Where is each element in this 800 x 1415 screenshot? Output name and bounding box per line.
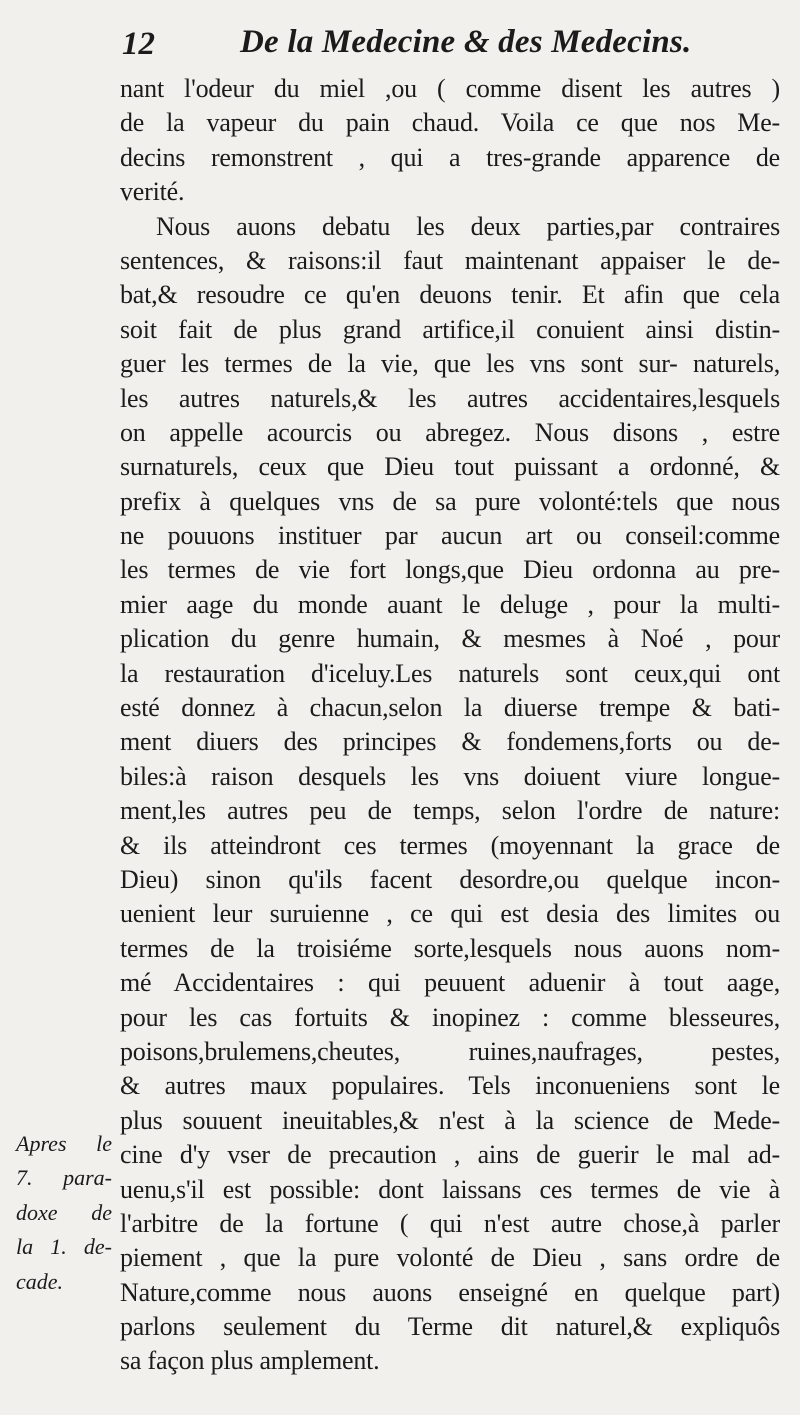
text-line: & autres maux populaires. Tels inconueniens sont le xyxy=(120,1071,780,1101)
text-line: bat,& resoudre ce qu'en deuons tenir. Et afin que cela xyxy=(120,280,780,310)
text-line: pour les cas fortuits & inopinez : comme blesseures, xyxy=(120,1002,780,1032)
text-line: piement , que la pure volonté de Dieu , sans ordre de xyxy=(120,1243,780,1273)
running-title: De la Medecine & des Medecins. xyxy=(240,24,692,60)
text-line: on appelle acourcis ou abregez. Nous disons , estre xyxy=(120,417,780,447)
text-line: uenu,s'il est possible: dont laissans ces termes de vie à xyxy=(120,1174,780,1204)
text-line: termes de la troisiéme sorte,lesquels nous auons nom- xyxy=(120,933,780,963)
text-line: plus souuent ineuitables,& n'est à la science de Mede- xyxy=(120,1105,780,1135)
text-line: ment diuers des principes & fondemens,forts ou de- xyxy=(120,727,780,757)
text-line: soit fait de plus grand artifice,il conuient ainsi distin- xyxy=(120,314,780,344)
text-line: mier aage du monde auant le deluge , pour la multi- xyxy=(120,589,780,619)
text-line: de la vapeur du pain chaud. Voila ce que nos Me- xyxy=(120,108,780,138)
body-text xyxy=(120,72,780,1379)
margin-note-line: la 1. de- xyxy=(16,1234,112,1260)
text-line: decins remonstrent , qui a tres-grande apparence de xyxy=(120,142,780,172)
text-line: l'arbitre de la fortune ( qui n'est autre chose,à parler xyxy=(120,1208,780,1238)
page-header xyxy=(118,22,778,68)
margin-note-line: doxe de xyxy=(16,1199,112,1225)
margin-note-line: cade. xyxy=(16,1268,64,1294)
margin-note xyxy=(16,1127,112,1299)
text-line: nant l'odeur du miel ,ou ( comme disent les autres ) xyxy=(120,74,780,103)
text-line: Dieu) sinon qu'ils facent desordre,ou quelque incon- xyxy=(120,864,780,894)
text-line: les autres naturels,& les autres accidentaires,lesquels xyxy=(120,383,780,413)
text-line: ne pouuons instituer par aucun art ou conseil:comme xyxy=(120,521,780,551)
page-number: 12 xyxy=(122,26,155,62)
text-line: verité. xyxy=(120,177,185,207)
text-line: Nous auons debatu les deux parties,par contraires xyxy=(156,211,780,241)
text-line: cine d'y vser de precaution , ains de guerir le mal ad- xyxy=(120,1140,780,1170)
text-line: guer les termes de la vie, que les vns sont sur- naturels, xyxy=(120,349,780,379)
margin-note-line: Apres le xyxy=(16,1131,112,1156)
text-line: les termes de vie fort longs,que Dieu ordonna au pre- xyxy=(120,555,780,585)
text-line: prefix à quelques vns de sa pure volonté:tels que nous xyxy=(120,486,780,516)
text-line: sentences, & raisons:il faut maintenant appaiser le de- xyxy=(120,245,780,275)
text-line: mé Accidentaires : qui peuuent aduenir à tout aage, xyxy=(120,968,780,998)
margin-note-line: 7. para- xyxy=(16,1165,112,1191)
text-line: parlons seulement du Terme dit naturel,& expliquôs xyxy=(120,1312,780,1342)
text-line: poisons,brulemens,cheutes, ruines,naufrages, pestes, xyxy=(120,1036,780,1066)
text-line: uenient leur suruienne , ce qui est desia des limites ou xyxy=(120,899,780,929)
text-line: plication du genre humain, & mesmes à Noé , pour xyxy=(120,624,780,654)
text-line: ment,les autres peu de temps, selon l'ordre de nature: xyxy=(120,796,780,826)
text-line: la restauration d'iceluy.Les naturels sont ceux,qui ont xyxy=(120,658,780,688)
text-line: esté donnez à chacun,selon la diuerse trempe & bati- xyxy=(120,693,780,723)
text-line: Nature,comme nous auons enseigné en quelque part) xyxy=(120,1277,780,1307)
text-line: biles:à raison desquels les vns doiuent viure longue- xyxy=(120,761,780,791)
text-line: & ils atteindront ces termes (moyennant la grace de xyxy=(120,830,780,860)
text-line: sa façon plus amplement. xyxy=(120,1346,380,1376)
text-line: surnaturels, ceux que Dieu tout puissant a ordonné, & xyxy=(120,452,780,482)
